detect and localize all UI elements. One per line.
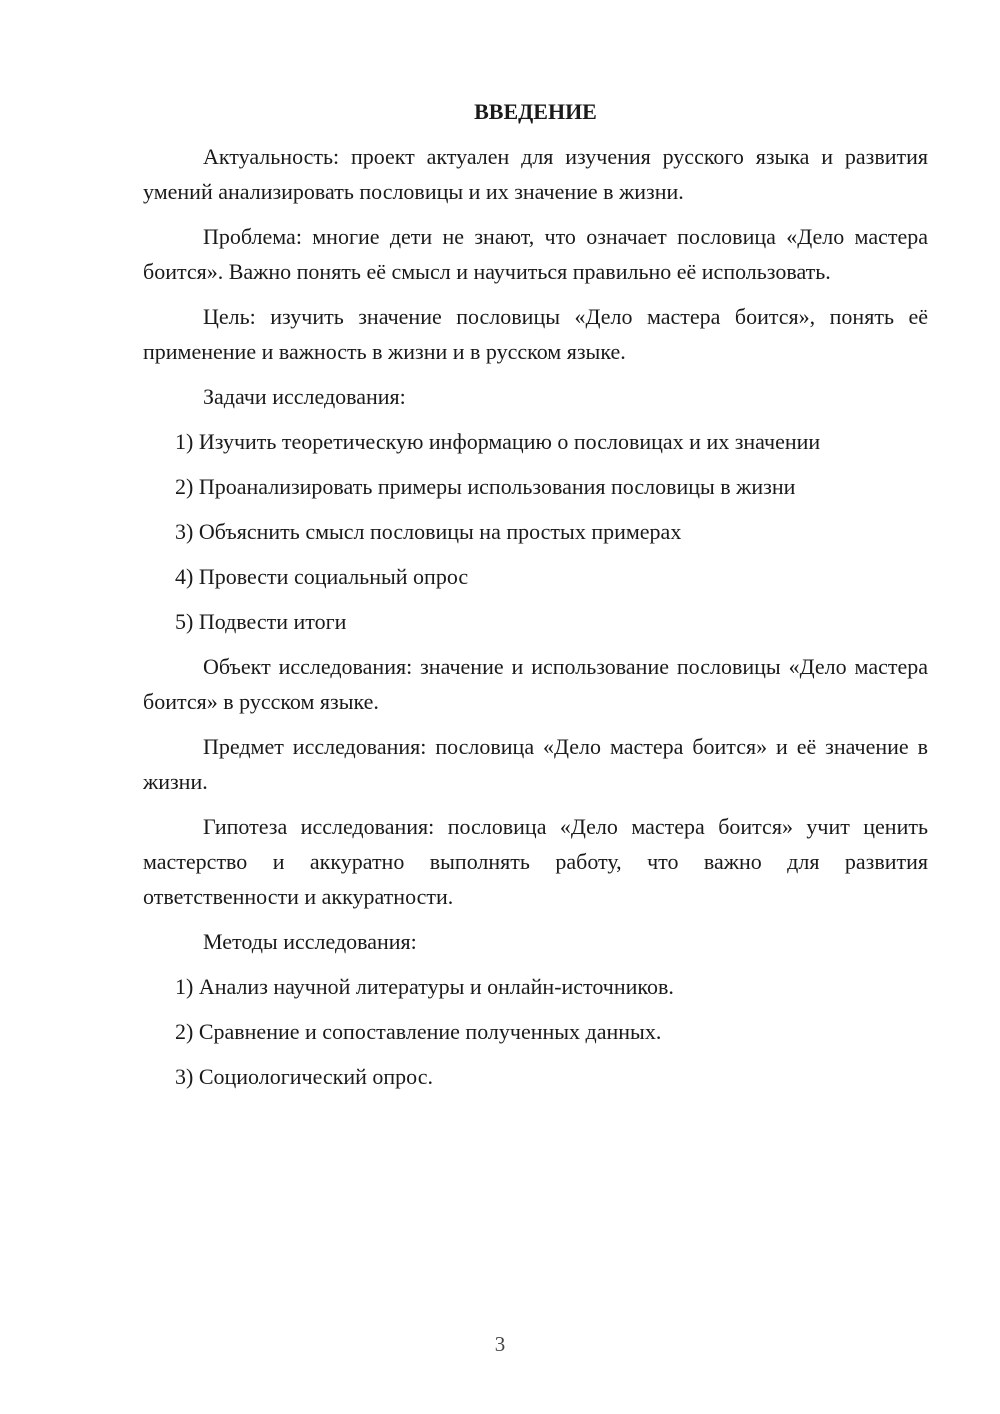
document-page (143, 94, 928, 1104)
list-item: 1) Анализ научной литературы и онлайн-источников. (175, 974, 674, 999)
subject-paragraph: Предмет исследования: пословица «Дело мастера боится» и её значение в жизни. (143, 734, 928, 794)
list-item: 3) Социологический опрос. (175, 1064, 433, 1089)
object-paragraph: Объект исследования: значение и использование пословицы «Дело мастера боится» в русском языке. (143, 654, 928, 714)
list-item: 3) Объяснить смысл пословицы на простых примерах (175, 519, 682, 544)
tasks-heading: Задачи исследования: (203, 384, 406, 409)
goal-paragraph: Цель: изучить значение пословицы «Дело мастера боится», понять её применение и важность в жизни и в русском языке. (143, 304, 928, 364)
problem-paragraph: Проблема: многие дети не знают, что означает пословица «Дело мастера боится». Важно понять её смысл и научиться правильно её использовать. (143, 224, 928, 284)
list-item: 2) Сравнение и сопоставление полученных данных. (175, 1019, 662, 1044)
methods-list (143, 969, 928, 1094)
list-item: 4) Провести социальный опрос (175, 564, 469, 589)
hypothesis-paragraph: Гипотеза исследования: пословица «Дело мастера боится» учит ценить мастерство и аккуратно выполнять работу, что важно для развития ответственности и аккуратности. (143, 814, 928, 909)
relevance-paragraph: Актуальность: проект актуален для изучения русского языка и развития умений анализировать пословицы и их значение в жизни. (143, 144, 928, 204)
list-item: 5) Подвести итоги (175, 609, 347, 634)
section-title: ВВЕДЕНИЕ (474, 99, 597, 124)
page-number: 3 (494, 1332, 506, 1356)
list-item: 1) Изучить теоретическую информацию о пословицах и их значении (175, 429, 821, 454)
tasks-list (143, 424, 928, 639)
methods-heading: Методы исследования: (203, 929, 417, 954)
list-item: 2) Проанализировать примеры использования пословицы в жизни (175, 474, 796, 499)
